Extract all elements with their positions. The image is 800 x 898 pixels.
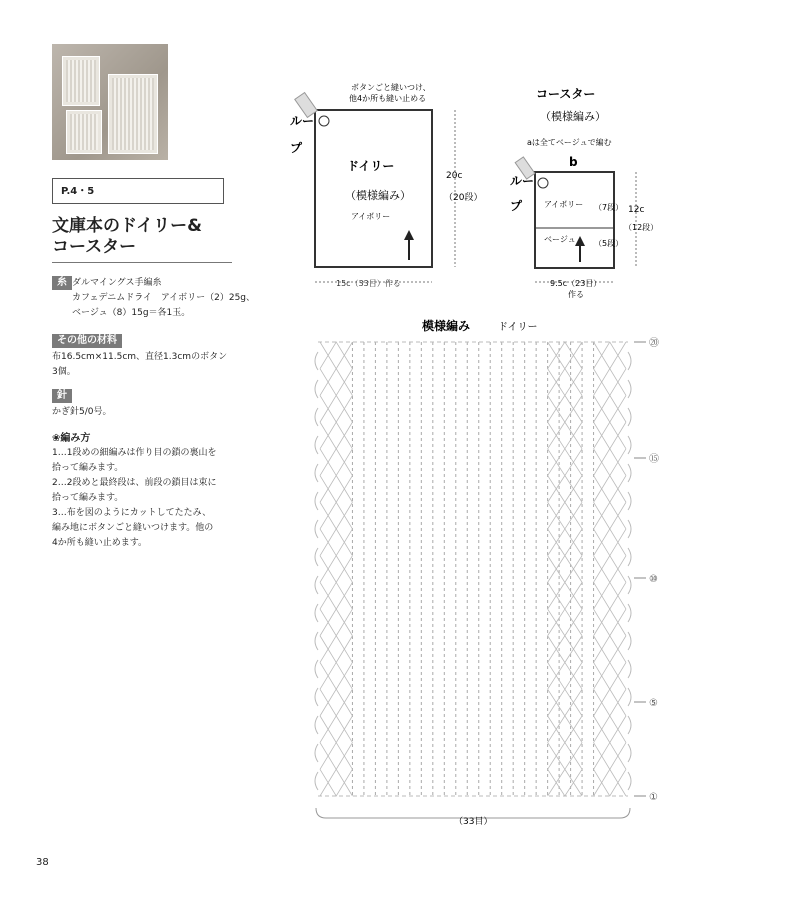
edge-arc xyxy=(315,772,318,790)
cross-stitch xyxy=(320,369,352,396)
method-label: ❀編み方 xyxy=(52,433,91,444)
coaster-height-rows: （12段） xyxy=(624,223,659,232)
row-marker-label: ⑩ xyxy=(649,574,658,585)
edge-arc xyxy=(628,604,631,622)
edge-arc xyxy=(628,408,631,426)
cross-stitch xyxy=(548,582,582,609)
cross-stitch xyxy=(548,769,582,796)
cross-stitch xyxy=(320,395,352,422)
edge-arc xyxy=(628,436,631,454)
coaster-a-note: aは全てベージュで編む xyxy=(527,138,612,147)
doily-arrowhead xyxy=(404,230,414,240)
cross-stitch xyxy=(548,609,582,636)
cross-stitch xyxy=(594,476,626,503)
cross-stitch xyxy=(594,662,626,689)
edge-arc xyxy=(315,716,318,734)
cross-stitch xyxy=(320,449,352,476)
page-number: 38 xyxy=(36,857,49,868)
chart-title: 模様編み xyxy=(422,319,471,333)
cross-stitch xyxy=(320,743,352,770)
cross-stitch xyxy=(594,582,626,609)
edge-arc xyxy=(628,576,631,594)
coaster-rows1: （7段） xyxy=(594,203,624,212)
cross-stitch xyxy=(594,769,626,796)
coaster-color1: アイボリー xyxy=(544,200,584,209)
cross-stitch xyxy=(594,502,626,529)
doily-loop-label-1: ルー xyxy=(290,114,315,128)
edge-arc xyxy=(315,576,318,594)
edge-arc xyxy=(315,380,318,398)
cross-stitch xyxy=(320,662,352,689)
row-marker-label: ⑤ xyxy=(649,698,658,709)
coaster-button-icon xyxy=(538,178,548,188)
edge-arc xyxy=(628,352,631,370)
edge-arc xyxy=(315,520,318,538)
cross-stitch xyxy=(594,342,626,369)
cross-stitch xyxy=(594,369,626,396)
edge-arc xyxy=(628,688,631,706)
cross-stitch xyxy=(594,529,626,556)
cross-stitch xyxy=(548,395,582,422)
edge-arc xyxy=(315,632,318,650)
doily-color: アイボリー xyxy=(351,212,391,221)
cross-stitch xyxy=(320,342,352,369)
coaster-loop-label-1: ルー xyxy=(510,174,535,188)
doily-height-cm: 20c xyxy=(446,171,463,181)
page-title: 文庫本のドイリー& コースター xyxy=(52,216,202,257)
edge-arc xyxy=(315,604,318,622)
cross-stitch xyxy=(594,422,626,449)
coaster-b-label: b xyxy=(569,155,578,169)
cross-stitch xyxy=(320,769,352,796)
edge-arc xyxy=(315,660,318,678)
edge-arc xyxy=(315,408,318,426)
doily-note-2: 他4か所も縫い止める xyxy=(349,94,427,103)
cross-stitch xyxy=(320,502,352,529)
cross-stitch xyxy=(320,716,352,743)
cross-stitch xyxy=(548,636,582,663)
row-marker-label: ⑮ xyxy=(649,454,659,465)
coaster-width2: 作る xyxy=(568,290,584,299)
edge-arc xyxy=(628,548,631,566)
row-marker-label: ⑳ xyxy=(649,338,659,349)
cross-stitch xyxy=(320,609,352,636)
edge-arc xyxy=(315,744,318,762)
button-icon xyxy=(319,116,329,126)
edge-arc xyxy=(628,492,631,510)
edge-arc xyxy=(628,464,631,482)
cross-stitch xyxy=(548,502,582,529)
edge-arc xyxy=(628,772,631,790)
edge-arc xyxy=(628,660,631,678)
coaster-arrowhead xyxy=(575,236,585,246)
edge-arc xyxy=(628,632,631,650)
cross-stitch xyxy=(320,689,352,716)
cross-stitch xyxy=(548,556,582,583)
edge-arc xyxy=(315,688,318,706)
coaster-pattern: （模様編み） xyxy=(540,110,606,123)
cross-stitch xyxy=(320,636,352,663)
cross-stitch xyxy=(594,556,626,583)
doily-name: ドイリー xyxy=(347,159,395,173)
coaster-loop-label-2: プ xyxy=(510,199,523,213)
needle-label: 針 xyxy=(52,389,72,403)
coaster-name: コースター xyxy=(536,87,596,101)
cross-stitch xyxy=(594,395,626,422)
cross-stitch xyxy=(320,582,352,609)
yarn-label: 糸 xyxy=(52,276,72,290)
row-marker-label: ① xyxy=(649,792,658,803)
doily-loop-label-2: プ xyxy=(290,141,303,155)
materials-label: その他の材料 xyxy=(52,334,122,348)
cross-stitch xyxy=(594,743,626,770)
cross-stitch xyxy=(594,636,626,663)
row-markers xyxy=(634,337,659,803)
edge-arc xyxy=(628,520,631,538)
page-reference: P.4・5 xyxy=(52,178,224,204)
cross-stitch xyxy=(320,476,352,503)
stitch-chart xyxy=(315,342,631,796)
chart-width-label: （33目） xyxy=(454,817,493,827)
coaster-rows2: （5段） xyxy=(594,239,624,248)
cross-stitch xyxy=(548,449,582,476)
edge-arc xyxy=(315,352,318,370)
cross-stitch xyxy=(548,422,582,449)
edge-arc xyxy=(315,492,318,510)
cross-stitch xyxy=(594,449,626,476)
cross-stitch xyxy=(594,716,626,743)
edge-arc xyxy=(315,548,318,566)
doily-width: 15c（33目）作る xyxy=(336,279,401,288)
materials-text: 布16.5cm×11.5cm、直径1.3cmのボタン3個。 xyxy=(52,352,228,377)
edge-arc xyxy=(628,380,631,398)
cross-stitch xyxy=(320,529,352,556)
doily-pattern: （模様編み） xyxy=(345,189,411,202)
cross-stitch xyxy=(548,476,582,503)
yarn-text: ダルマイングス手編糸 カフェデニムドライ アイボリー（2）25g、 ベージュ（8）15g＝各1玉。 xyxy=(72,278,256,318)
cross-stitch xyxy=(548,689,582,716)
cross-stitch xyxy=(320,422,352,449)
chart-color: ドイリー xyxy=(498,322,538,333)
cross-stitch xyxy=(594,609,626,636)
needle-text: かぎ針5/0号。 xyxy=(52,407,112,417)
coaster-width: 9.5c（23目） xyxy=(550,279,602,288)
coaster-height-cm: 12c xyxy=(628,205,645,215)
cross-stitch xyxy=(548,662,582,689)
method-text: 1…1段めの細編みは作り目の鎖の裏山を 拾って編みます。 2…2段めと最終段は、前段の鎖目は束に 拾って編みます。 3…布を図のようにカットしてたたみ、 編み地にボタンごと縫いつけます。他の 4か所も縫い止めます。 xyxy=(52,448,217,548)
edge-arc xyxy=(628,716,631,734)
cross-stitch xyxy=(548,529,582,556)
doily-height-rows: （20段） xyxy=(444,193,483,203)
cross-stitch xyxy=(320,556,352,583)
cross-stitch xyxy=(548,716,582,743)
edge-arc xyxy=(315,436,318,454)
cross-stitch xyxy=(548,369,582,396)
edge-arc xyxy=(628,744,631,762)
cross-stitch xyxy=(548,743,582,770)
doily-note-1: ボタンごと縫いつけ、 xyxy=(351,83,431,92)
coaster-color2: ベージュ xyxy=(544,235,576,244)
cross-stitch xyxy=(548,342,582,369)
cross-stitch xyxy=(594,689,626,716)
edge-arc xyxy=(315,464,318,482)
